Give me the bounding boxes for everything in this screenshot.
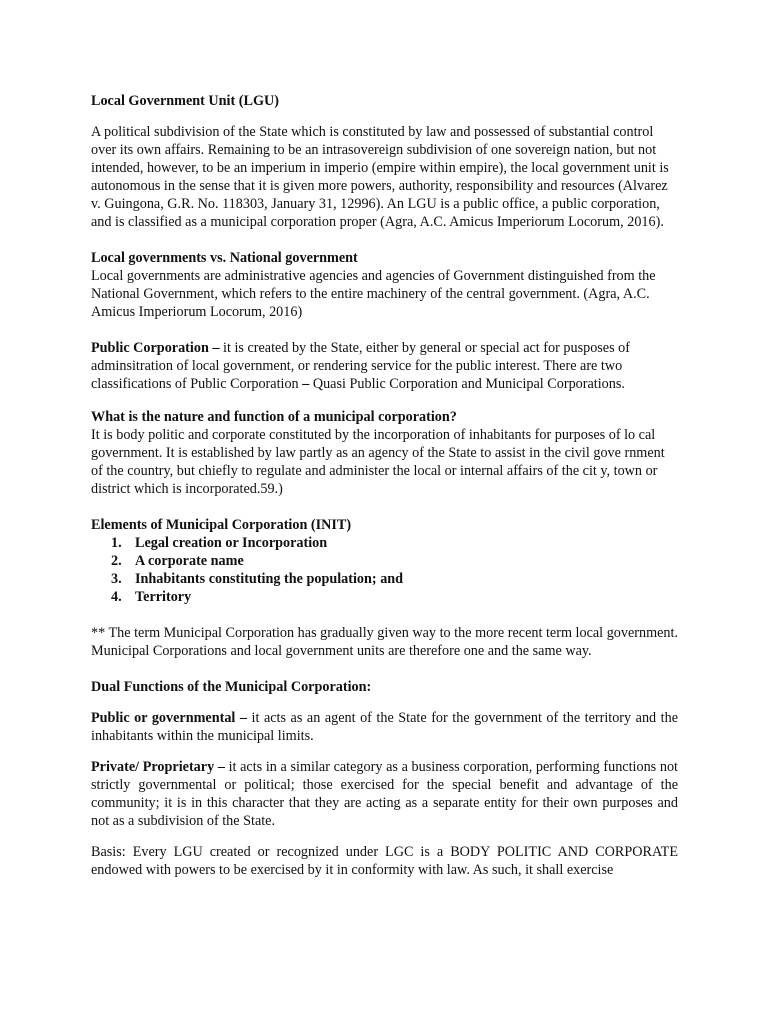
public-corporation-text: it is created by the State, either by general or special act for pusposes of adminsitration of local government, or rendering service for the public interest. There are two classifications of Public Corporation <box>91 340 630 392</box>
private-proprietary-paragraph <box>91 758 678 830</box>
public-governmental-paragraph <box>91 709 678 745</box>
lgu-heading: Local Government Unit (LGU) <box>91 93 279 109</box>
list-item: 3. Inhabitants constituting the population; and <box>111 571 404 587</box>
list-item: 4. Territory <box>111 589 192 605</box>
private-proprietary-term: Private/ Proprietary – <box>91 759 225 775</box>
public-corporation-paragraph <box>91 339 678 393</box>
public-corporation-dash: – <box>302 376 310 392</box>
document-page <box>91 92 678 879</box>
local-vs-national-heading: Local governments vs. National government <box>91 250 358 266</box>
public-corporation-text-end: Quasi Public Corporation and Municipal Corporations. <box>309 376 625 392</box>
nature-function-paragraph: It is body politic and corporate constituted by the incorporation of inhabitants for purposes of lo cal government. It is established by law partly as an agency of the State to assist in the civil gove rnment of the country, but chiefly to regulate and administer the local or internal affairs of the cit y, town or district which is incorporated.59.) <box>91 427 665 497</box>
public-corporation-term: Public Corporation – <box>91 340 220 356</box>
nature-function-heading: What is the nature and function of a municipal corporation? <box>91 409 457 425</box>
basis-paragraph: Basis: Every LGU created or recognized under LGC is a BODY POLITIC AND CORPORATE endowed with powers to be exercised by it in conformity with law. As such, it shall exercise <box>91 844 678 878</box>
public-governmental-text: it acts as an agent of the State for the government of the territory and the inhabitants within the municipal limits. <box>91 710 679 744</box>
lgu-paragraph: A political subdivision of the State which is constituted by law and possessed of substantial control over its own affairs. Remaining to be an intrasovereign subdivision of one sovereign nation, but not intended, however, to be an imperium in imperio (empire within empire), the local government unit is autonomous in the sense that it is given more powers, authority, responsibility and resources (Alvarez v. Guingona, G.R. No. 118303, January 31, 12996). An LGU is a public office, a public corporation, and is classified as a municipal corporation proper (Agra, A.C. Amicus Imperiorum Locorum, 2016). <box>91 124 669 230</box>
private-proprietary-text: it acts in a similar category as a business corporation, performing functions not strictly governmental or political; those exercised for the special benefit and advantage of the community; it is in this character that they are acting as a separate entity for their own purposes and not as a subdivision of the State. <box>91 759 678 829</box>
local-vs-national-paragraph: Local governments are administrative agencies and agencies of Government distinguished from the National Government, which refers to the entire machinery of the central government. (Agra, A.C. Amicus Imperiorum Locorum, 2016) <box>91 268 656 320</box>
list-item: 1. Legal creation or Incorporation <box>111 535 328 551</box>
note-paragraph: ** The term Municipal Corporation has gradually given way to the more recent term local government. Municipal Corporations and local government units are therefore one and the same way. <box>91 625 678 659</box>
elements-list <box>91 534 678 606</box>
public-governmental-term: Public or governmental – <box>91 710 247 726</box>
dual-functions-heading: Dual Functions of the Municipal Corporation: <box>91 679 372 695</box>
elements-heading: Elements of Municipal Corporation (INIT) <box>91 517 352 533</box>
list-item: 2. A corporate name <box>111 553 244 569</box>
